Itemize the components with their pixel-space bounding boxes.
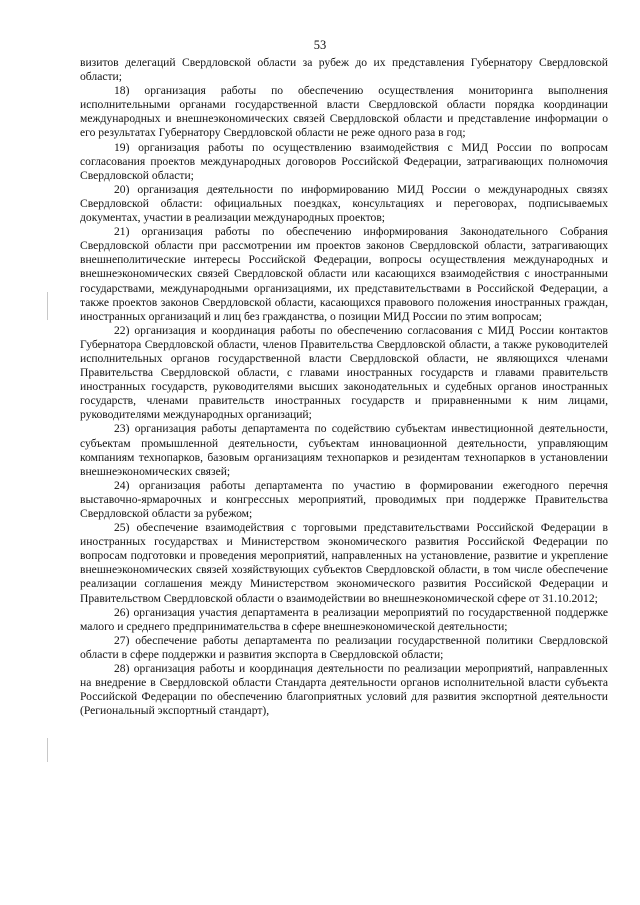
paragraph-item-22: 22) организация и координация работы по обеспечению согласования с МИД России контактов Губернатора Свердловской области, членов Правительства Свердловской области, а также руководителей исполнительных органов государственной власти Свердловской области, не являющихся членами Правительства Свердловской области, с главами иностранных государств и главами правительств иностранных государств, руководителями высших законодательных и судебных органов иностранных государств, членами правительств иностранных государств и приравненными к ним лицами, руководителями международных организаций; bbox=[80, 323, 608, 422]
paragraph-item-26: 26) организация участия департамента в реализации мероприятий по государственной поддержке малого и среднего предпринимательства в сфере внешнеэкономической деятельности; bbox=[80, 605, 608, 633]
margin-mark bbox=[47, 738, 48, 762]
paragraph-item-24: 24) организация работы департамента по участию в формировании ежегодного перечня выставочно-ярмарочных и конгрессных мероприятий, проводимых при поддержке Правительства Свердловской области за рубежом; bbox=[80, 478, 608, 520]
page-number: 53 bbox=[313, 38, 327, 52]
margin-mark bbox=[47, 292, 48, 320]
document-body bbox=[80, 56, 608, 718]
paragraph-item-23: 23) организация работы департамента по содействию субъектам инвестиционной деятельности, субъектам промышленной деятельности, субъектам инновационной деятельности, управляющим компаниям технопарков, базовым организациям технопарков и резидентам технопарков в установлении внешнеэкономических связей; bbox=[80, 422, 608, 478]
paragraph-item-20: 20) организация деятельности по информированию МИД России о международных связях Свердловской области: официальных поездках, консультациях и переговорах, подписываемых документах, участии в реализации международных проектов; bbox=[80, 182, 608, 225]
paragraph-item-28: 28) организация работы и координация деятельности по реализации мероприятий, направленных на внедрение в Свердловской области Стандарта деятельности органов исполнительной власти субъекта Российской Федерации по обеспечению благоприятных условий для развития экспортной деятельности (Региональный экспортный стандарт), bbox=[80, 662, 608, 718]
paragraph-item-27: 27) обеспечение работы департамента по реализации государственной политики Свердловской области в сфере поддержки и развития экспорта в Свердловской области; bbox=[80, 633, 608, 661]
paragraph-item-18: 18) организация работы по обеспечению осуществления мониторинга выполнения исполнительными органами государственной власти Свердловской области порядка координации международных и внешнеэкономических связей Свердловской области и представление информации о его результатах Губернатору Свердловской области не реже одного раза в год; bbox=[80, 84, 608, 140]
paragraph-item-25: 25) обеспечение взаимодействия с торговыми представительствами Российской Федерации в иностранных государствах и Министерством экономического развития Российской Федерации по вопросам подготовки и проведения мероприятий, направленных на установление, развитие и укрепление внешнеэкономических связей хозяйствующих субъектов Свердловской области, в том числе обеспечение реализации соглашения между Министерством экономического развития Российской Федерации и Правительством Свердловской области о взаимодействии во внешнеэкономической сфере от 31.10.2012; bbox=[80, 521, 608, 605]
paragraph-item-21: 21) организация работы по обеспечению информирования Законодательного Собрания Свердловской области при рассмотрении им проектов законов Свердловской области, затрагивающих внешнеполитические интересы Российской Федерации, вопросы осуществления международных и внешнеэкономических связей Свердловской области или касающихся взаимодействия с иностранными государствами, международными организациями, их представительствами в Российской Федерации, а также проектов законов Свердловской области, касающихся правового положения иностранных граждан, иностранных организаций и лиц без гражданства, о позиции МИД России по этим вопросам; bbox=[80, 225, 608, 323]
paragraph-item-19: 19) организация работы по осуществлению взаимодействия с МИД России по вопросам согласования проектов международных договоров Российской Федерации, затрагивающих полномочия Свердловской области; bbox=[80, 140, 608, 182]
paragraph-continuation: визитов делегаций Свердловской области за рубеж до их представления Губернатору Свердловской области; bbox=[80, 56, 608, 84]
